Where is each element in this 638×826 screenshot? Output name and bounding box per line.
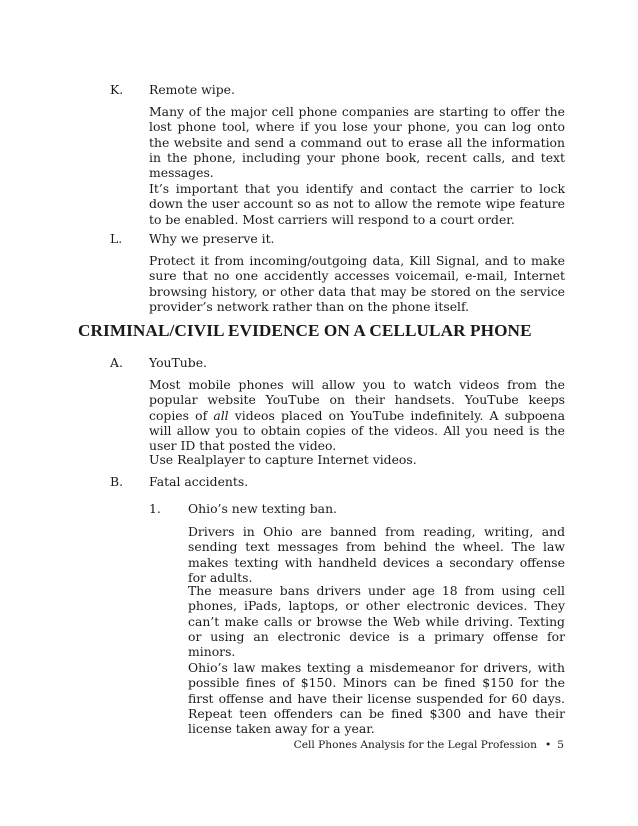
item-a-title: YouTube.: [149, 355, 207, 370]
item-b-title: Fatal accidents.: [149, 474, 249, 489]
item-k-paragraph-2: It’s important that you identify and contact the carrier to lock down the user account so as not to allow the remote wipe feature to be enabled. Most carriers will respond to a court order.: [149, 181, 565, 227]
page-footer: [294, 739, 564, 751]
footer-separator: •: [545, 739, 552, 751]
subitem-1-number: 1.: [149, 501, 161, 516]
item-a-paragraph-1: [149, 377, 565, 453]
item-l-paragraph-1: Protect it from incoming/outgoing data, Kill Signal, and to make sure that no one accidently accesses voicemail, e-mail, Internet browsing history, or other data that may be stored on the service provider’s network rather than on the phone itself.: [149, 253, 565, 314]
subitem-1-title: Ohio’s new texting ban.: [188, 501, 337, 516]
item-k-title: Remote wipe.: [149, 82, 235, 97]
item-a-letter: A.: [110, 355, 123, 370]
item-a-paragraph-1-end: videos placed on YouTube indefinitely. A subpoena will allow you to obtain copies of the videos. All you need is the user ID that posted the video.: [149, 407, 565, 454]
item-b-letter: B.: [110, 474, 124, 489]
subitem-1-paragraph-3: Ohio’s law makes texting a misdemeanor for drivers, with possible fines of $150. Minors can be fined $150 for the first offense and have their license suspended for 60 days. Repeat teen offenders can be fined $300 and have their license taken away for a year.: [188, 660, 565, 737]
item-k-paragraph-1: Many of the major cell phone companies are starting to offer the lost phone tool, where if you lose your phone, you can log onto the website and send a command out to erase all the information in the phone, including your phone book, recent calls, and text messages.: [149, 104, 565, 181]
item-k-letter: K.: [110, 82, 124, 97]
emphasis-all: all: [213, 407, 229, 423]
item-a-paragraph-2: Use Realplayer to capture Internet videos.: [149, 452, 417, 467]
item-l-title: Why we preserve it.: [149, 231, 275, 246]
item-l-letter: L.: [110, 231, 123, 246]
item-a-paragraph-1-start: Most mobile phones will allow you to watch videos from the popular website YouTube on their handsets. YouTube keeps copies of: [149, 377, 565, 423]
footer-text: Cell Phones Analysis for the Legal Profession: [293, 739, 537, 751]
subitem-1-paragraph-1: Drivers in Ohio are banned from reading, writing, and sending text messages from behind the wheel. The law makes texting with handheld devices a secondary offense for adults.: [188, 524, 565, 585]
section-heading: CRIMINAL/CIVIL EVIDENCE ON A CELLULAR PHONE: [78, 321, 532, 340]
subitem-1-paragraph-2: The measure bans drivers under age 18 from using cell phones, iPads, laptops, or other electronic devices. They can’t make calls or browse the Web while driving. Texting or using an electronic device is a primary offense for minors.: [188, 583, 565, 660]
page-number: 5: [557, 739, 564, 751]
